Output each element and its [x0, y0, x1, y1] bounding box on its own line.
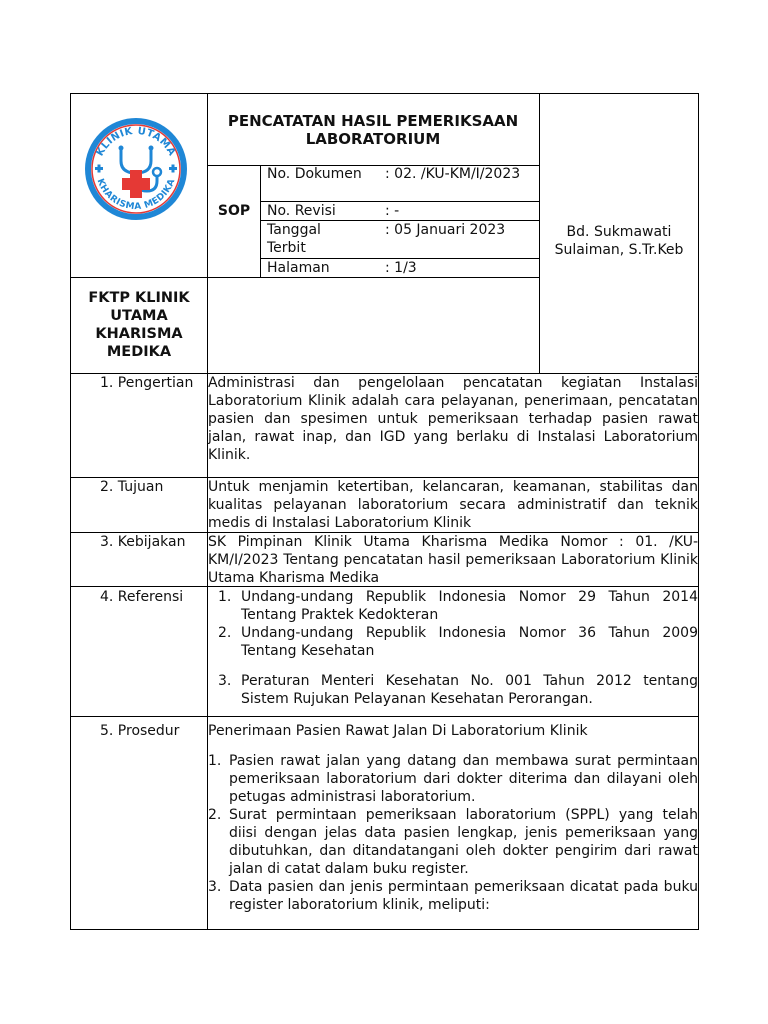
row-line-referensi [70, 716, 699, 717]
logo-bottom-text: KHARISMA MEDIKA [94, 177, 178, 213]
table-border-top [70, 93, 699, 94]
meta-value-dokumen: : 02. /KU-KM/I/2023 [385, 166, 521, 182]
list-item-text: Data pasien dan jenis permintaan pemeriksaan dicatat pada buku register laboratorium klinik, meliputi: [229, 879, 698, 913]
section-label-pengertian: 1. Pengertian [100, 375, 194, 391]
section-label-referensi: 4. Referensi [100, 589, 184, 605]
list-item [218, 624, 698, 672]
list-item [208, 752, 698, 806]
list-item [218, 672, 698, 708]
meta-value-tanggal: : 05 Januari 2023 [385, 222, 506, 238]
list-item [208, 806, 698, 878]
clinic-logo [83, 115, 189, 223]
section-text-tujuan: Untuk menjamin ketertiban, kelancaran, keamanan, stabilitas dan kualitas pelayanan laboratorium secara administratif dan teknik medis di Instalasi Laboratorium Klinik [208, 479, 698, 531]
section-label-prosedur: 5. Prosedur [100, 723, 180, 739]
list-item [218, 588, 698, 624]
table-border-right [698, 93, 699, 930]
meta-label-dokumen: No. Dokumen [267, 166, 362, 182]
meta-label-revisi: No. Revisi [267, 203, 336, 219]
header-divider-sop [260, 165, 261, 277]
header-divider-right [539, 93, 540, 373]
list-item [208, 878, 698, 914]
list-item-number: 1. [218, 589, 232, 605]
list-item-text: Undang-undang Republik Indonesia Nomor 36 Tahun 2009 Tentang Kesehatan [241, 625, 698, 659]
list-item-number: 3. [208, 879, 222, 895]
table-border-left [70, 93, 71, 930]
list-item-text: Peraturan Menteri Kesehatan No. 001 Tahun 2012 tentang Sistem Rujukan Pelayanan Kesehatan Perorangan. [241, 673, 698, 707]
meta-value-halaman: : 1/3 [385, 260, 417, 276]
referensi-list [218, 588, 698, 708]
list-item-text: Pasien rawat jalan yang datang dan membawa surat permintaan pemeriksaan laboratorium dari dokter diterima dan dilayani oleh petugas administrasi laboratorium. [229, 753, 698, 805]
list-item-number: 3. [218, 673, 232, 689]
list-item-text: Undang-undang Republik Indonesia Nomor 29 Tahun 2014 Tentang Praktek Kedokteran [241, 589, 698, 623]
list-item-number: 1. [208, 753, 222, 769]
meta-label-halaman: Halaman [267, 260, 330, 276]
section-text-kebijakan: SK Pimpinan Klinik Utama Kharisma Medika Nomor : 01. /KU-KM/I/2023 Tentang pencatatan hasil pemeriksaan Laboratorium Klinik Utama Kharisma Medika [208, 534, 698, 586]
clinic-logo-icon [83, 115, 189, 223]
list-item-number: 2. [208, 807, 222, 823]
section-text-pengertian: Administrasi dan pengelolaan pencatatan kegiatan Instalasi Laboratorium Klinik adalah cara pelayanan, penerimaan, pencatatan pasien dan spesimen untuk pemeriksaan terhadap pasien rawat jalan, rawat inap, dan IGD yang berlaku di Instalasi Laboratorium Klinik. [208, 375, 698, 463]
clinic-name: FKTP KLINIK UTAMA KHARISMA MEDIKA [88, 290, 190, 360]
section-label-kebijakan: 3. Kebijakan [100, 534, 186, 550]
logo-top-text: KLINIK UTAMA [94, 125, 178, 159]
table-border-bottom [70, 929, 699, 930]
prosedur-list [208, 752, 698, 914]
sop-label: SOP [217, 203, 251, 219]
list-item-text: Surat permintaan pemeriksaan laboratorium (SPPL) yang telah diisi dengan jelas data pasien lengkap, jenis pemeriksaan yang dibutuhkan, dan ditandatangani oleh dokter pengirim dari rawat jalan di catat dalam buku register. [229, 807, 698, 877]
prosedur-heading: Penerimaan Pasien Rawat Jalan Di Laboratorium Klinik [208, 723, 588, 739]
meta-value-revisi: : - [385, 203, 400, 219]
meta-label-tanggal: Tanggal Terbit [267, 222, 321, 256]
section-label-tujuan: 2. Tujuan [100, 479, 164, 495]
signatory-name: Bd. Sukmawati Sulaiman, S.Tr.Keb [554, 224, 684, 258]
document-title: PENCATATAN HASIL PEMERIKSAAN LABORATORIUM [227, 112, 519, 148]
header-line-sop [70, 277, 540, 278]
list-item-number: 2. [218, 625, 232, 641]
